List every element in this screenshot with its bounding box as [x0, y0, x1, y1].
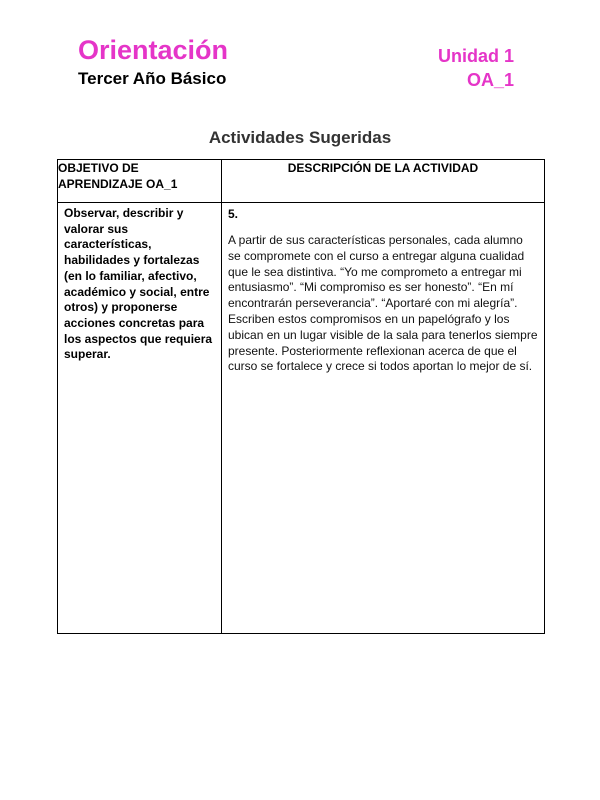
table-row	[58, 203, 545, 634]
section-title: Actividades Sugeridas	[208, 128, 392, 147]
oa-label: OA_1	[466, 70, 514, 90]
objective-text: Observar, describir y valorar sus características, habilidades y fortalezas (en lo familiar, afectivo, académico y social, entre otros) y proponerse acciones concretas para los aspectos que requiera superar.	[64, 206, 213, 362]
activity-number: 5.	[228, 207, 239, 221]
subject-title: Orientación	[78, 35, 229, 65]
objective-header: OBJETIVO DE APRENDIZAJE OA_1	[58, 160, 222, 203]
objective-cell	[58, 203, 222, 634]
grade-title: Tercer Año Básico	[78, 69, 227, 88]
description-header: DESCRIPCIÓN DE LA ACTIVIDAD	[222, 160, 545, 203]
header-right	[438, 44, 514, 92]
description-cell	[222, 203, 545, 634]
unit-label: Unidad 1	[437, 46, 514, 66]
description-wrap	[222, 203, 544, 375]
header-left	[78, 34, 228, 91]
activity-table	[57, 159, 545, 634]
activity-description: A partir de sus características personales, cada alumno se compromete con el curso a entregar alguna cualidad que le sea distintiva. “Yo me comprometo a entregar mi entusiasmo”. “Mi compromiso es ser honesto”. “En mí encontrarán perseverancia”. “Aportaré con mi alegría”. Escriben estos compromisos en un papelógrafo y los ubican en un lugar visible de la sala para tenerlos siempre presente. Posteriormente reflexionan acerca de que el curso se fortalece y crece si todos aportan lo mejor de sí.	[228, 233, 538, 374]
table-header-row	[58, 160, 545, 203]
